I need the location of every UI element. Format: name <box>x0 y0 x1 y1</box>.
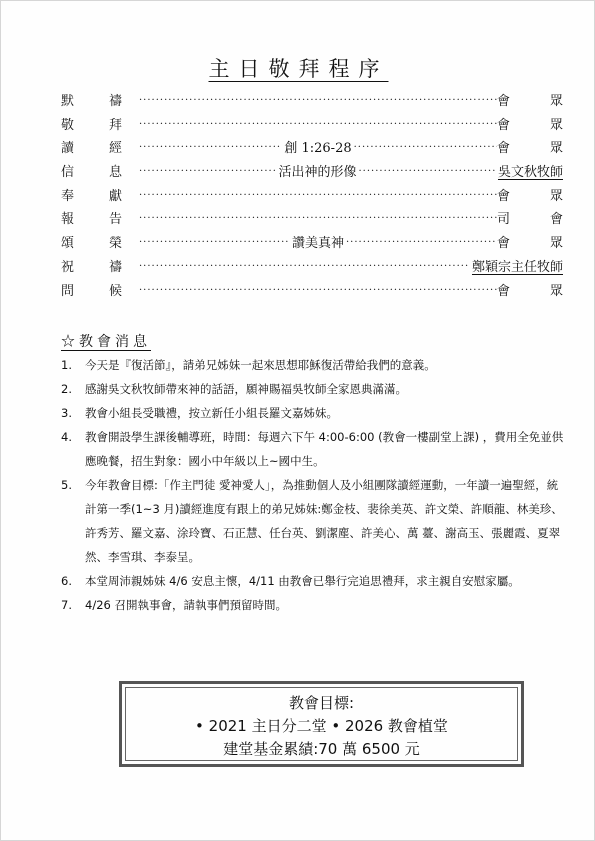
list-item <box>61 401 566 425</box>
list-item <box>61 593 566 617</box>
preacher-name: 吳文秋牧師 <box>497 165 563 181</box>
order-item-char2: 榮 <box>109 236 123 252</box>
order-row <box>61 90 563 114</box>
item-text: 教會開設學生課後輔導班，時間：每週六下午 4:00-6:00 (教會一樓副堂上課) ，費用全免並供應晚餐，招生對象：國小中年級以上~國中生。 <box>85 430 564 468</box>
pastor-name: 鄭穎宗主任牧師 <box>471 259 563 275</box>
list-item <box>61 473 566 569</box>
leader-dots <box>346 237 497 248</box>
order-row <box>61 137 563 161</box>
notices-list <box>61 353 566 617</box>
order-row <box>61 232 563 256</box>
item-text: 今年教會目標:「作主門徒 愛神愛人」，為推動個人及小組團隊讀經運動，一年讀一遍聖經，統計第一季(1~3 月)讀經進度有跟上的弟兄姊妹:鄭金枝、裴徐美英、許文榮、許順龍、林美珍、許秀芳、羅文嘉、涂玲寶、石正慧、任台英、劉潔塵、許美心、萬 薹、謝高玉、張麗霞、夏翠然、李雪琪、李泰呈。 <box>85 478 563 564</box>
order-item-char2: 經 <box>109 141 123 157</box>
item-text: 感謝吳文秋牧師帶來神的話語，願神賜福吳牧師全家恩典滿滿。 <box>85 382 407 396</box>
item-number: 5. <box>61 478 72 492</box>
responsible-party: 會 眾 <box>496 141 563 157</box>
goals-heading: 教會目標: <box>288 694 355 712</box>
leader-dots <box>139 213 497 224</box>
order-row <box>61 185 563 209</box>
sermon-title: 活出神的形像 <box>276 161 358 180</box>
scripture-reference: 創 1:26-28 <box>282 137 353 156</box>
order-item-char1: 默 <box>61 94 75 109</box>
leader-dots <box>139 261 470 272</box>
order-item-char2: 候 <box>109 283 123 299</box>
list-item <box>61 425 566 473</box>
leader-dots <box>139 119 497 130</box>
responsible-party: 會 眾 <box>497 188 563 204</box>
order-item-char1: 祝 <box>61 259 75 275</box>
order-item-char1: 問 <box>61 283 75 299</box>
order-item-char2: 告 <box>109 212 123 228</box>
order-row <box>61 161 563 185</box>
list-item <box>61 353 566 377</box>
order-item-char2: 獻 <box>109 188 123 204</box>
order-row <box>61 208 563 232</box>
item-text: 今天是『復活節』，請弟兄姊妹一起來思想耶穌復活帶給我們的意義。 <box>85 358 436 372</box>
goals-line-1: • 2021 主日分二堂 • 2026 教會植堂 <box>195 717 448 735</box>
hymn-title: 讚美真神 <box>290 232 346 251</box>
item-text: 教會小組長受職禮，按立新任小組長羅文嘉姊妹。 <box>85 406 338 420</box>
responsible-party: 會 眾 <box>497 117 563 133</box>
item-number: 3. <box>61 406 72 420</box>
leader-dots <box>139 95 497 106</box>
order-row <box>61 114 563 138</box>
order-item-char1: 敬 <box>61 117 75 133</box>
goals-inner-frame <box>125 687 518 761</box>
responsible-party: 會 眾 <box>497 283 563 299</box>
leader-dots <box>359 166 496 177</box>
order-row <box>61 256 563 280</box>
leader-dots <box>354 142 497 153</box>
responsible-party: 會 眾 <box>496 236 563 252</box>
leader-dots <box>139 237 290 248</box>
list-item <box>61 377 566 401</box>
goals-line-2: 建堂基金累績:70 萬 6500 元 <box>223 740 420 758</box>
leader-dots <box>139 142 282 153</box>
item-number: 7. <box>61 598 72 612</box>
responsible-party: 會 眾 <box>497 94 563 109</box>
item-text: 本堂周沛親姊妹 4/6 安息主懷，4/11 由教會已舉行完追思禮拜，求主親自安慰家屬。 <box>85 574 520 588</box>
leader-dots <box>139 166 276 177</box>
order-item-char2: 禱 <box>109 94 123 109</box>
item-number: 1. <box>61 358 72 372</box>
page-title: 主日敬拜程序 <box>208 57 389 81</box>
church-goals-box <box>119 681 524 767</box>
item-text: 4/26 召開執事會，請執事們預留時間。 <box>85 598 287 612</box>
order-row <box>61 280 563 304</box>
notices-heading: ☆教會消息 <box>61 334 151 350</box>
order-item-char2: 拜 <box>109 117 123 133</box>
order-item-char1: 奉 <box>61 188 75 204</box>
item-number: 4. <box>61 430 72 444</box>
order-item-char1: 頌 <box>61 236 75 252</box>
responsible-party: 司 會 <box>497 212 563 228</box>
item-number: 6. <box>61 574 72 588</box>
leader-dots <box>139 190 497 201</box>
list-item <box>61 569 566 593</box>
order-item-char1: 信 <box>61 165 75 181</box>
order-item-char1: 讀 <box>61 141 75 157</box>
worship-order <box>61 90 563 303</box>
order-item-char1: 報 <box>61 212 75 228</box>
leader-dots <box>139 285 497 296</box>
order-item-char2: 息 <box>109 165 123 181</box>
item-number: 2. <box>61 382 72 396</box>
order-item-char2: 禱 <box>109 259 123 275</box>
